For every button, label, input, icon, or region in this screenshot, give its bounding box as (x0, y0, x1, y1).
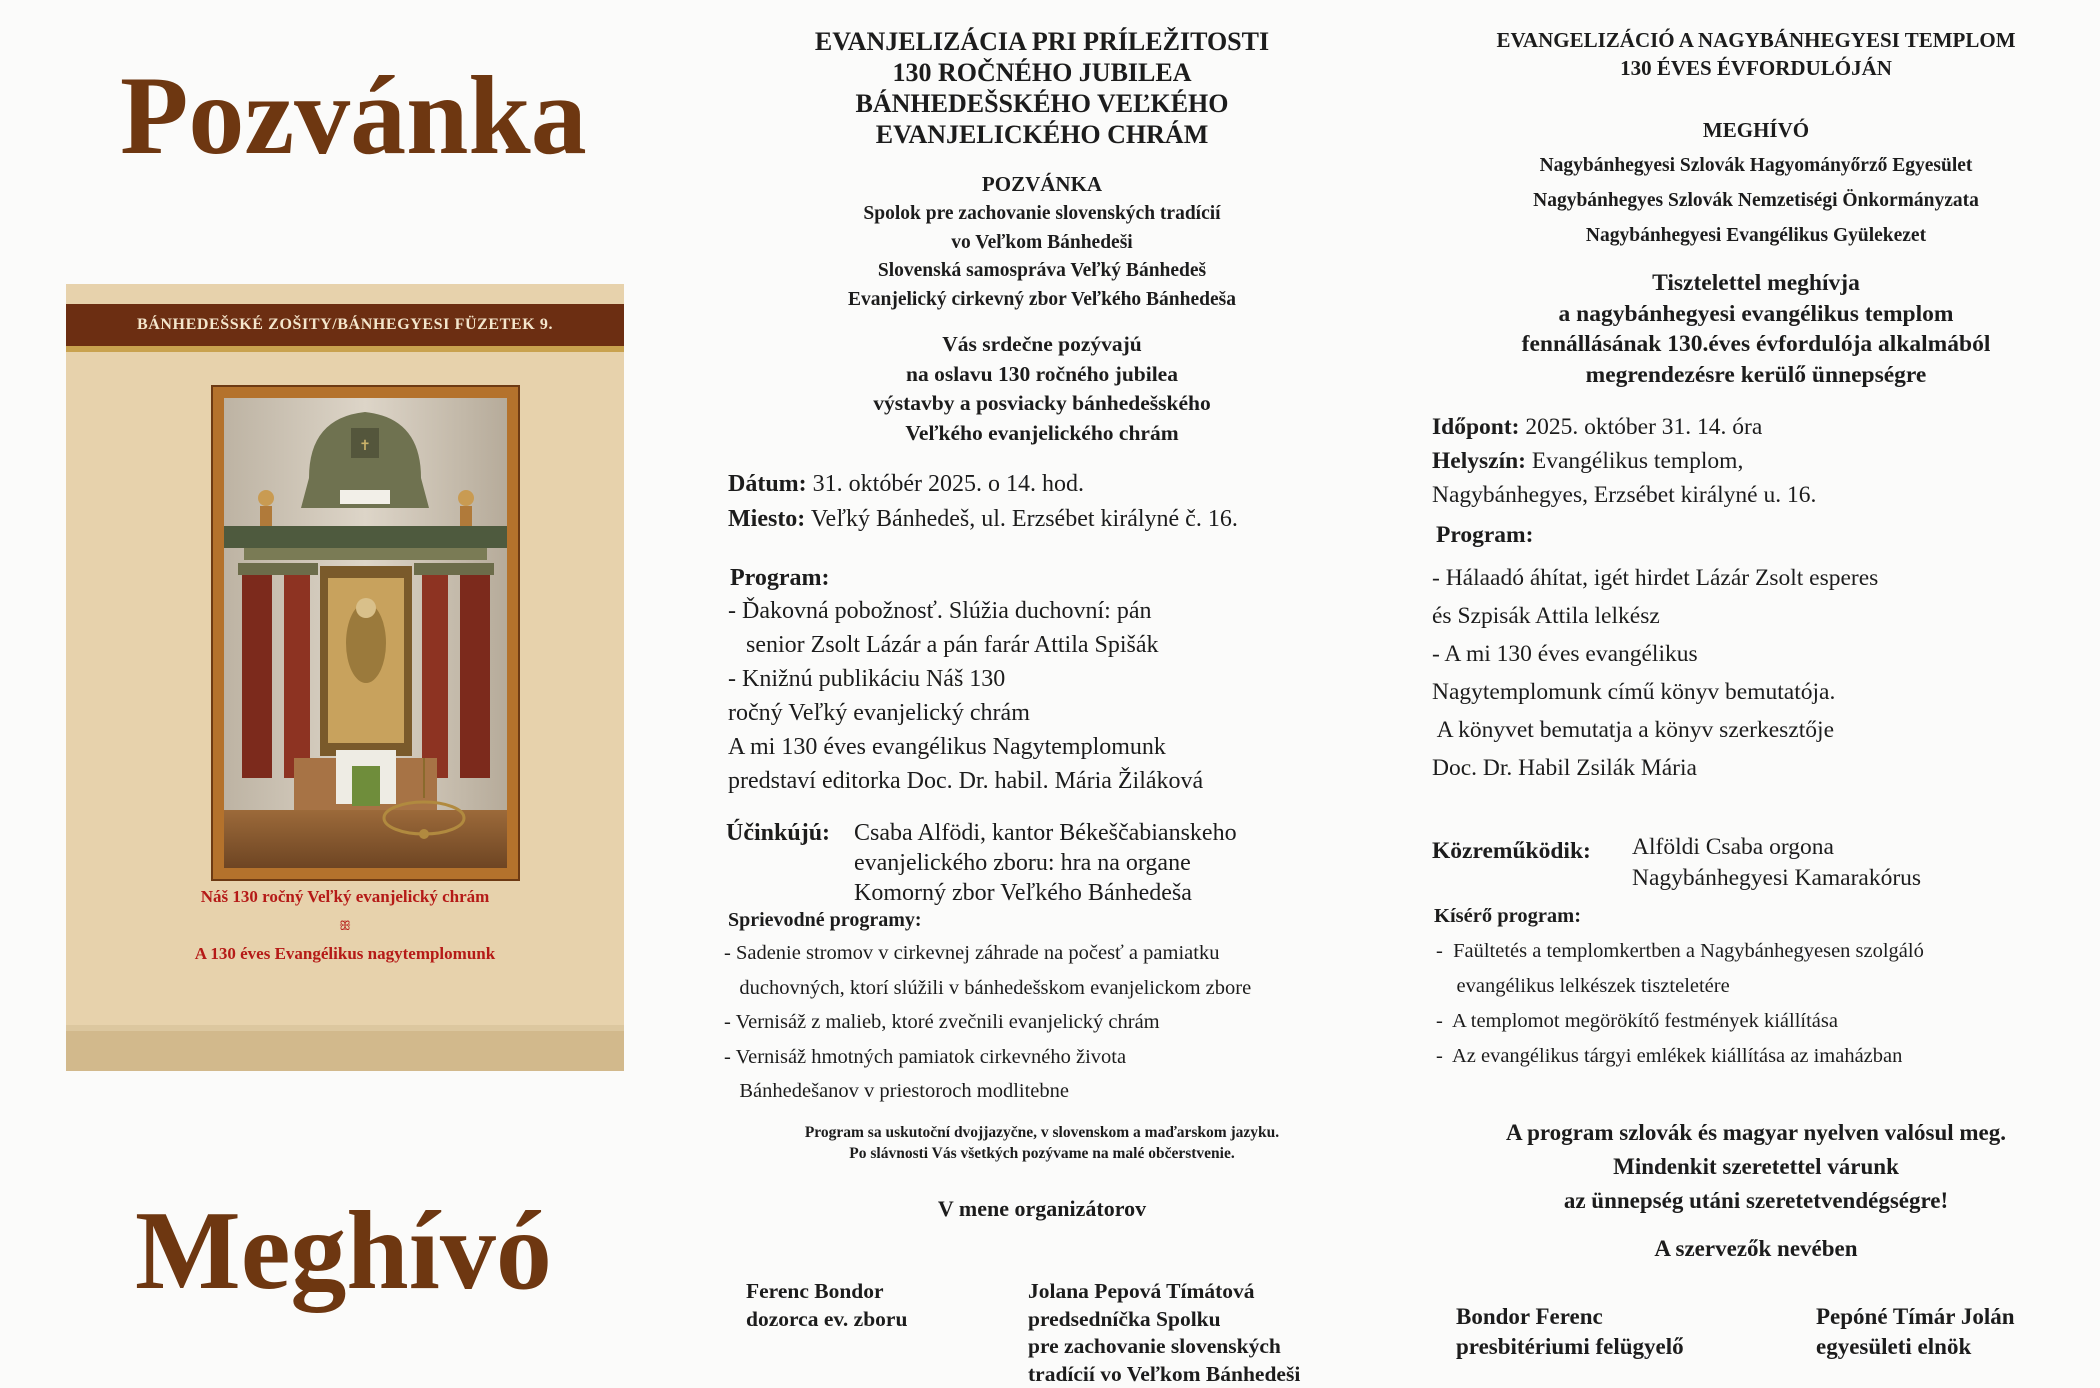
hu-invite-line: megrendezésre kerülő ünnepségre (1426, 360, 2086, 391)
hu-sig1-name: Bondor Ferenc (1456, 1302, 1684, 1332)
hu-meghivo: MEGHÍVÓ (1426, 116, 2086, 145)
hu-program-item: - A mi 130 éves evangélikus (1432, 635, 2082, 673)
cover-series-label: BÁNHEDEŠSKÉ ZOŠITY/BÁNHEGYESI FÜZETEK 9. (66, 304, 624, 346)
hu-program (1432, 559, 2082, 787)
book-cover (66, 284, 624, 1071)
sk-organizers (712, 200, 1372, 314)
sk-program-item: ročný Veľký evanjelický chrám (728, 696, 1368, 730)
sk-invite-line: Veľkého evanjelického chrám (712, 419, 1372, 449)
sk-heading (712, 26, 1372, 150)
sk-invite-line: na oslavu 130 ročného jubilea (712, 360, 1372, 390)
sk-side-item: Bánhedešanov v priestoroch modlitebne (724, 1074, 1372, 1109)
hu-program-item: és Szpisák Attila lelkész (1432, 597, 2082, 635)
sk-sig2-role: pre zachovanie slovenských (1028, 1333, 1300, 1361)
cover-title-sk: Náš 130 ročný Veľký evanjelický chrám (66, 887, 624, 907)
hu-heading (1426, 26, 2086, 82)
sk-date-label: Dátum: (728, 471, 807, 497)
sk-organizer: Slovenská samospráva Veľký Bánhedeš (712, 257, 1372, 286)
sk-sig2-name: Jolana Pepová Tímátová (1028, 1278, 1300, 1306)
hu-on-behalf: A szervezők nevében (1426, 1234, 2086, 1264)
sk-invite-line: Vás srdečne pozývajú (712, 330, 1372, 360)
sk-on-behalf: V mene organizátorov (712, 1194, 1372, 1224)
cover-ornament: ꕥ (66, 918, 624, 934)
hu-place (1432, 442, 1743, 480)
hu-program-item: Doc. Dr. Habil Zsilák Mária (1432, 749, 2082, 787)
sk-note-line: Program sa uskutoční dvojjazyčne, v slovenskom a maďarskom jazyku. (712, 1122, 1372, 1143)
sk-sig1-name: Ferenc Bondor (746, 1278, 907, 1306)
sk-program-item: senior Zsolt Lázár a pán farár Attila Spišák (728, 628, 1368, 662)
hu-note-line: Mindenkit szeretettel várunk (1426, 1150, 2086, 1184)
sk-performer: Komorný zbor Veľkého Bánhedeša (854, 878, 1237, 908)
hu-place-line-2: Nagybánhegyes, Erzsébet királyné u. 16. (1432, 476, 1816, 514)
hu-invite-line: Tisztelettel meghívja (1426, 268, 2086, 299)
sk-program-item: - Ďakovná pobožnosť. Slúžia duchovní: pán (728, 594, 1368, 628)
sk-side-item: - Vernisáž hmotných pamiatok cirkevného života (724, 1040, 1372, 1075)
sk-invite-line: výstavby a posviacky bánhedešského (712, 389, 1372, 419)
sk-place-value: Veľký Bánhedeš, ul. Erzsébet királyné č. 16. (805, 506, 1238, 532)
sk-organizer: Spolok pre zachovanie slovenských tradícií (712, 200, 1372, 229)
sk-signature-2 (1028, 1278, 1300, 1388)
sk-performer: evanjelického zboru: hra na organe (854, 848, 1237, 878)
hu-sig2-role: egyesületi elnök (1816, 1332, 2015, 1362)
svg-text:✝: ✝ (359, 439, 371, 454)
hu-place-value: Evangélikus templom, (1526, 448, 1743, 474)
sk-heading-line: 130 ROČNÉHO JUBILEA (712, 57, 1372, 88)
sk-date-value: 31. októbér 2025. o 14. hod. (807, 471, 1084, 497)
hu-performer: Alföldi Csaba orgona (1632, 832, 1921, 863)
sk-invite (712, 330, 1372, 448)
hu-signature-2 (1816, 1302, 2015, 1362)
cover-gold-stripe (66, 346, 624, 352)
sk-program-item: A mi 130 éves evangélikus Nagytemplomunk (728, 730, 1368, 764)
title-pozvanka: Pozvánka (120, 60, 587, 172)
cover-altar-image (213, 387, 518, 879)
sk-side-item: - Sadenie stromov v cirkevnej záhrade na počesť a pamiatku (724, 936, 1372, 971)
hu-performers (1632, 832, 1921, 894)
sk-sig2-role: tradícií vo Veľkom Bánhedeši (1028, 1361, 1300, 1388)
sk-place (728, 502, 1238, 536)
hu-side-item: - A templomot megörökítő festmények kiállítása (1436, 1004, 2086, 1039)
hu-side-item: - Az evangélikus tárgyi emlékek kiállítása az imaházban (1436, 1039, 2086, 1074)
hu-time-label: Időpont: (1432, 414, 1520, 440)
sk-heading-line: EVANJELICKÉHO CHRÁM (712, 119, 1372, 150)
hu-program-item: A könyvet bemutatja a könyv szerkesztője (1432, 711, 2082, 749)
hu-side-item: - Faültetés a templomkertben a Nagybánhegyesen szolgáló (1436, 934, 2086, 969)
hu-side-label: Kísérő program: (1434, 902, 1581, 930)
sk-date (728, 467, 1084, 501)
sk-program (728, 594, 1368, 798)
hu-sig2-name: Pepóné Tímár Jolán (1816, 1302, 2015, 1332)
sk-pozvanka: POZVÁNKA (712, 170, 1372, 199)
hu-heading-line: 130 ÉVES ÉVFORDULÓJÁN (1426, 54, 2086, 82)
hu-sig1-role: presbitériumi felügyelő (1456, 1332, 1684, 1362)
sk-program-label: Program: (730, 561, 830, 595)
hu-organizers (1426, 148, 2086, 253)
hu-program-item: Nagytemplomunk című könyv bemutatója. (1432, 673, 2082, 711)
altar-illustration (224, 398, 507, 868)
sk-note-line: Po slávnosti Vás všetkých pozývame na malé občerstvenie. (712, 1143, 1372, 1164)
sk-program-item: predstaví editorka Doc. Dr. habil. Mária Žiláková (728, 764, 1368, 798)
sk-performers-label: Účinkújú: (726, 816, 830, 850)
sk-performer: Csaba Alfödi, kantor Békeščabianskeho (854, 818, 1237, 848)
sk-organizer: vo Veľkom Bánhedeši (712, 229, 1372, 258)
hu-time (1432, 408, 1762, 446)
sk-performers (854, 818, 1237, 908)
sk-place-label: Miesto: (728, 506, 805, 532)
hu-program-label: Program: (1436, 516, 1533, 554)
hu-program-item: - Hálaadó áhítat, igét hirdet Lázár Zsolt esperes (1432, 559, 2082, 597)
hu-note-line: az ünnepség utáni szeretetvendégségre! (1426, 1184, 2086, 1218)
hu-invite-line: fennállásának 130.éves évfordulója alkalmából (1426, 329, 2086, 360)
sk-sig1-role: dozorca ev. zboru (746, 1306, 907, 1334)
sk-program-item: - Knižnú publikáciu Náš 130 (728, 662, 1368, 696)
hu-side-item: evangélikus lelkészek tiszteletére (1436, 969, 2086, 1004)
hu-invite (1426, 268, 2086, 390)
sk-sig2-role: predsedníčka Spolku (1028, 1306, 1300, 1334)
hu-invite-line: a nagybánhegyesi evangélikus templom (1426, 299, 2086, 330)
sk-side (724, 936, 1372, 1109)
cover-bottom-band (66, 1031, 624, 1071)
hu-place-label: Helyszín: (1432, 448, 1526, 474)
sk-side-item: duchovných, ktorí slúžili v bánhedešskom evanjelickom zbore (724, 971, 1372, 1006)
sk-heading-line: BÁNHEDEŠSKÉHO VEĽKÉHO (712, 88, 1372, 119)
title-meghivo: Meghívó (135, 1195, 552, 1307)
sk-signature-1 (746, 1278, 907, 1333)
hu-heading-line: EVANGELIZÁCIÓ A NAGYBÁNHEGYESI TEMPLOM (1426, 26, 2086, 54)
sk-organizer: Evanjelický cirkevný zbor Veľkého Bánhedeša (712, 286, 1372, 315)
hu-note-line: A program szlovák és magyar nyelven valósul meg. (1426, 1116, 2086, 1150)
sk-side-label: Sprievodné programy: (728, 906, 922, 934)
hu-side (1436, 934, 2086, 1074)
hu-organizer: Nagybánhegyes Szlovák Nemzetiségi Önkormányzata (1426, 183, 2086, 218)
cover-title-hu: A 130 éves Evangélikus nagytemplomunk (66, 944, 624, 964)
hu-performer: Nagybánhegyesi Kamarakórus (1632, 863, 1921, 894)
sk-side-item: - Vernisáž z malieb, ktoré zvečnili evanjelický chrám (724, 1005, 1372, 1040)
hu-signature-1 (1456, 1302, 1684, 1362)
hu-organizer: Nagybánhegyesi Evangélikus Gyülekezet (1426, 218, 2086, 253)
hu-organizer: Nagybánhegyesi Szlovák Hagyományőrző Egyesület (1426, 148, 2086, 183)
hu-performers-label: Közreműködik: (1432, 832, 1591, 870)
hu-note (1426, 1116, 2086, 1218)
sk-note (712, 1122, 1372, 1164)
hu-time-value: 2025. október 31. 14. óra (1520, 414, 1763, 440)
sk-heading-line: EVANJELIZÁCIA PRI PRÍLEŽITOSTI (712, 26, 1372, 57)
